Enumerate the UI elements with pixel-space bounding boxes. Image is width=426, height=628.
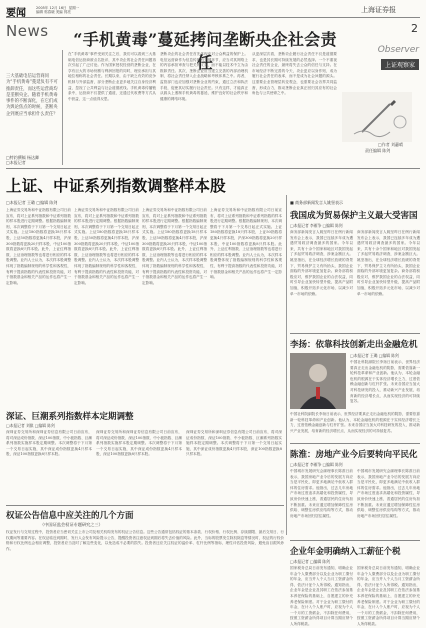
chen-story-headline: 陈淮：房地产业今后要转向平民化 — [290, 450, 418, 460]
section-rule — [290, 443, 420, 444]
sz-story-body-3: 深圳证券交易所和深圳证券信息有限公司日前宣布，将对深证成份指数、深证100指数、中小板指数、巨潮系列指数实施样本股定期调整。本次调整将于下月第一个交易日起实施，其中深证成份指数更换4只样本股，深证100指数更换8只样本股。 — [186, 430, 282, 457]
trade-story-headline: 我国成为贸易保护主义最大受害国 — [290, 211, 418, 221]
warrant-story-headline: 权证公告信息中应关注的几个方面 — [6, 511, 134, 521]
index-story-headline: 上证、中证系列指数调整样本股 — [6, 176, 226, 195]
observer-label: Observer — [377, 45, 419, 55]
top-story-body-left: 在“手机黄毒”事件受到关注之后，我们可以看到三大基础电信运营商被点名批评，其中央企的社会责任问题再次引起了广泛讨论。作为国家授权经营的垄断企业，在享有巨大的市场份额与利润回报的同时，理应承担与其地位相称的社会责任。长期以来，由于缺乏有效的竞争机制与外部监督，部分垄断企业更多地关注自身经济利益，忽视了公共利益与社会道德底线。手机黄毒传播链条中，运营商不仅提供了通道，还通过代收费等方式从中获益，这一点值得反思。 — [68, 52, 156, 101]
enterprise-story-byline: □本报记者 □编辑 陈剑 — [290, 559, 330, 564]
index-story-body-4: 上海证券交易所和中证指数有限公司日前宣布，将对上证系列指数和中证系列指数的样本股进行定期调整。根据指数编制规则，本次调整将于下月第一个交易日起正式实施。上证180指数将更换18只样本股，上证50指数将更换4只样本股，沪深300指数将更换20只样本股，中证100指数将更换8只样本股。此外，上证红利指数、上证治理指数等也将进行相应的样本股调整。业内人士认为，本次样本股调整体现了指数编制规则的科学性和客观性，有利于提高指数的代表性和投资功能，对于指数基金和相关产品的运作也将产生一定影响。 — [210, 208, 282, 280]
enterprise-story-headline: 企业年金明确纳入工薪征个税 — [290, 547, 401, 557]
column-divider — [62, 50, 63, 165]
index-story-body-1: 上海证券交易所和中证指数有限公司日前宣布，将对上证系列指数和中证系列指数的样本股进行定期调整。根据指数编制规则，本次调整将于下月第一个交易日起正式实施。上证180指数将更换18只样本股，上证50指数将更换4只样本股，沪深300指数将更换20只样本股，中证100指数将更换8只样本股。此外，上证红利指数、上证治理指数等也将进行相应的样本股调整。业内人士认为，本次样本股调整体现了指数编制规则的科学性和客观性，有利于提高指数的代表性和投资功能，对于指数基金和相关产品的运作也将产生一定影响。 — [6, 208, 72, 285]
warrant-story-body: 权证发行与交易过程中，投资者应当密切关注上市公司及相关机构发布的权证公告信息。这些公告通常包括权证的基本条款、行权价格、行权比例、存续期限、最后交易日、行权期间等重要内容。在权证临近到期时，发行人会发布风险提示公告，提醒投资者注意权证到期后将失去价值的风险。此外，当标的股票发生除权除息等情况时，权证的行权价格和行权比例也会相应调整，投资者应当及时了解这些变化，以免造成不必要的损失。投资者还应关注权证的溢价率、杠杆比例等指标，理性评估投资风险，避免盲目跟风炒作。 — [6, 530, 284, 551]
chen-story-body-1: 中国城市发展研究会副理事长陈淮日前表示，我国房地产业今后的发展方向应当是平民化，即更多地满足中低收入群体的住房需求。他指出，过去几年房地产市场过度追求高端化和投资属性，导致房价快速上涨，普通居民的住房负担不断加重。未来应通过增加保障性住房供给、调整住房供应结构等方式，推动房地产市场回归居住属性。 — [290, 469, 353, 518]
sz-story-byline: □本报记者 刘骐 □编辑 陈剑 — [6, 423, 55, 428]
li-yang-photo — [290, 353, 346, 409]
index-story-body-3: 上海证券交易所和中证指数有限公司日前宣布，将对上证系列指数和中证系列指数的样本股进行定期调整。根据指数编制规则，本次调整将于下月第一个交易日起正式实施。上证180指数将更换18只样本股，上证50指数将更换4只样本股，沪深300指数将更换20只样本股，中证100指数将更换8只样本股。此外，上证红利指数、上证治理指数等也将进行相应的样本股调整。业内人士认为，本次样本股调整体现了指数编制规则的科学性和客观性，有利于提高指数的代表性和投资功能，对于指数基金和相关产品的运作也将产生一定影响。 — [142, 208, 208, 285]
sz-story-body-1: 深圳证券交易所和深圳证券信息有限公司日前宣布，将对深证成份指数、深证100指数、中小板指数、巨潮系列指数实施样本股定期调整。本次调整将于下月第一个交易日起实施，其中深证成份指数更换4只样本股，深证100指数更换8只样本股。 — [6, 430, 92, 457]
section-rule — [6, 505, 284, 506]
li-story-body-1: 中国社科院副院长李扬日前表示，世界经济要真正走出金融危机的阴影，需要依靠新一轮科技革命和产业创新。他认为，本轮金融危机的根源在于实体经济增长乏力，过度依赖金融创新与杠杆扩张。未来各国应当加大对科技研发的投入，推动新兴产业发展，培育新的经济增长点，从而实现经济的可持续复苏。 — [350, 360, 420, 404]
chen-story-byline: □本报记者 李雁争 □编辑 陈剑 — [290, 462, 343, 467]
top-story-byline: □特约撰稿 杨达卿 □本报记者 — [6, 155, 40, 165]
trade-story-body-1: 商务部新闻发言人姚坚昨日在例行新闻发布会上表示，我国已连续多年成为遭遇贸易救济调查最多的国家。今年以来，共有十余个国家和地区对我国发起了多起贸易救济调查，涉案金额巨大。姚坚指出，在全球经济增长放缓的背景下，贸易保护主义有所抬头，我国企业面临的外部环境更加复杂。商务部将积极应对，维护我国企业的合法权益，同时引导企业加快转型升级，提高产品附加值，积极开拓多元化市场，以减少对单一市场的依赖。 — [290, 230, 353, 296]
issue-info: 2005年 12月 16日 星期一 编辑 郭春晓 美编 郭亮 — [36, 6, 80, 14]
top-story-headline: “手机黄毒”蔓延拷问垄断央企社会责任 — [73, 30, 337, 72]
index-story-byline: □本报记者 王璐 □编辑 陈剑 — [6, 200, 58, 205]
top-story-body-right: 从更深层次看，垄断央企履行社会责任不仅是道德要求，也是其长期可持续发展的必然选择。一个不重视社会责任的企业，最终将失去公众的信任与支持。在市场经济不断完善的今天，央企更应以身作则，成为履行社会责任的表率，而不是成为社会问题的源头。这需要企业管理层转变观念，也需要社会各界共同监督，形成合力，推动垄断企业真正回归其应有的社会角色与公共使命之中。 — [252, 52, 337, 96]
li-story-headline: 李扬：依靠科技创新走出金融危机 — [290, 340, 418, 350]
trade-story-byline: □本报记者 李雁争 □编辑 陈剑 — [290, 223, 343, 228]
sz-story-body-2: 深圳证券交易所和深圳证券信息有限公司日前宣布，将对深证成份指数、深证100指数、中小板指数、巨潮系列指数实施样本股定期调整。本次调整将于下月第一个交易日起实施，其中深证成份指数更换4只样本股，深证100指数更换8只样本股。 — [96, 430, 182, 457]
author-sign: □作者 刘蕙晴 — [378, 142, 404, 147]
section-brand: 要闻 — [6, 8, 26, 19]
observer-column-tag — [335, 45, 419, 85]
warrant-story-kicker: （中国证监会权证专题研究之三） — [40, 522, 103, 527]
li-story-byline: □本报记者 王璐 □编辑 陈剑 — [350, 353, 399, 358]
top-story-lead: 三大基础电信运营商同为“手机黄毒”蔓延负有不可推卸责任，而这些运营商均是垄断央企。随着手机黄毒事件的不断深化，在它们成为舆论焦点的时候，垄断央企到底应当承担什么责任？ — [6, 74, 58, 117]
page-number: 2 — [411, 22, 418, 35]
sz-story-headline: 深证、巨潮系列指数样本定期调整 — [6, 412, 134, 422]
chen-story-body-2: 中国城市发展研究会副理事长陈淮日前表示，我国房地产业今后的发展方向应当是平民化，即更多地满足中低收入群体的住房需求。他指出，过去几年房地产市场过度追求高端化和投资属性，导致房价快速上涨，普通居民的住房负担不断加重。未来应通过增加保障性住房供给、调整住房供应结构等方式，推动房地产市场回归居住属性。 — [357, 469, 420, 518]
masthead — [6, 4, 420, 18]
editor-sign: 责任编辑 陈剑 — [365, 148, 391, 153]
trade-story-kicker: ■ 商务部新闻发言人姚坚表示 — [290, 200, 344, 205]
trade-story-body-2: 商务部新闻发言人姚坚昨日在例行新闻发布会上表示，我国已连续多年成为遭遇贸易救济调查最多的国家。今年以来，共有十余个国家和地区对我国发起了多起贸易救济调查，涉案金额巨大。姚坚指出，在全球经济增长放缓的背景下，贸易保护主义有所抬头，我国企业面临的外部环境更加复杂。商务部将积极应对，维护我国企业的合法权益，同时引导企业加快转型升级，提高产品附加值，积极开拓多元化市场，以减少对单一市场的依赖。 — [357, 230, 420, 296]
enterprise-story-body-2: 国家税务总局日前发布通知，明确企业年金个人缴费部分以及企业为职工缴付的年金，应当并入个人当月工资薪金所得，依法计征个人所得税。通知指出，企业年金是企业及其职工在依法参加基本养老保险的基础上，自愿建立的补充养老保险制度。对于企业为职工缴付的年金，在计入个人账户时，应视为个人一个月的工资薪金，不扣除任何费用，按照工资薪金所得项目计算当期应纳个人所得税款。 — [357, 566, 420, 626]
pencil-sketch-illustration — [342, 92, 412, 142]
person-portrait-icon — [290, 353, 346, 409]
section-rule — [290, 333, 420, 334]
section-rule — [290, 540, 420, 541]
enterprise-story-body-1: 国家税务总局日前发布通知，明确企业年金个人缴费部分以及企业为职工缴付的年金，应当并入个人当月工资薪金所得，依法计征个人所得税。通知指出，企业年金是企业及其职工在依法参加基本养老保险的基础上，自愿建立的补充养老保险制度。对于企业为职工缴付的年金，在计入个人账户时，应视为个人一个月的工资薪金，不扣除任何费用，按照工资薪金所得项目计算当期应纳个人所得税款。 — [290, 566, 353, 626]
index-story-body-2: 上海证券交易所和中证指数有限公司日前宣布，将对上证系列指数和中证系列指数的样本股进行定期调整。根据指数编制规则，本次调整将于下月第一个交易日起正式实施。上证180指数将更换18只样本股，上证50指数将更换4只样本股，沪深300指数将更换20只样本股，中证100指数将更换8只样本股。此外，上证红利指数、上证治理指数等也将进行相应的样本股调整。业内人士认为，本次样本股调整体现了指数编制规则的科学性和客观性，有利于提高指数的代表性和投资功能，对于指数基金和相关产品的运作也将产生一定影响。 — [74, 208, 140, 285]
newspaper-logo: 上海证券报 — [361, 6, 396, 14]
observer-badge: 上证观察家 — [381, 59, 419, 70]
column-divider — [286, 195, 287, 535]
section-label: News — [6, 22, 49, 40]
section-rule — [6, 168, 420, 169]
top-story-body-mid: 垄断央企的社会责任首先体现在对公众利益的保护上。电信运营商作为信息传播的关键环节，应当对其网络上的内容承担审查与把关的义务，而不能以技术中立为由推卸责任。其次，垄断企业应当建立完善的内部治理机制，将社会责任纳入企业战略和考核体系之中。再者，监管部门也应加强对垄断企业的约束，通过立法和执法手段，促使其切实履行社会责任。只有这样，才能真正从源头上遏制手机黄毒的蔓延，维护良好的社会秩序和健康的网络环境。 — [160, 52, 248, 101]
li-story-body-2: 中国社科院副院长李扬日前表示，世界经济要真正走出金融危机的阴影，需要依靠新一轮科技革命和产业创新。他认为，本轮金融危机的根源在于实体经济增长乏力，过度依赖金融创新与杠杆扩张。未来各国应当加大对科技研发的投入，推动新兴产业发展，培育新的经济增长点，从而实现经济的可持续复苏。 — [290, 412, 420, 433]
